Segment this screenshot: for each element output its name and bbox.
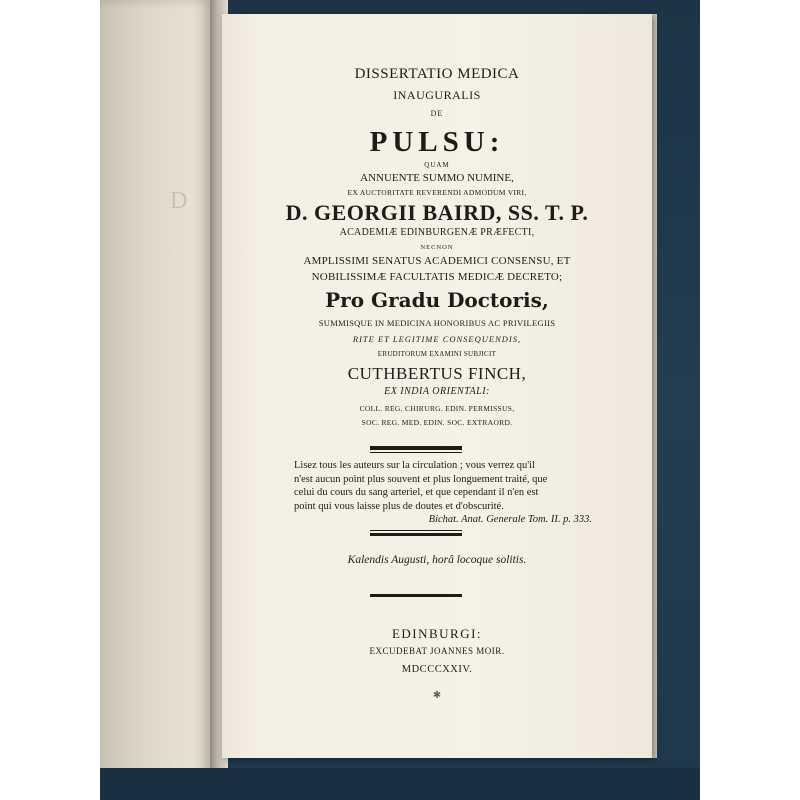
ex-india-line: EX INDIA ORIENTALI:	[384, 386, 490, 397]
left-page-ghost-text: D	[170, 188, 190, 214]
main-title: PULSU:	[369, 126, 505, 158]
printer-line: EXCUDEBAT JOANNES MOIR.	[369, 646, 505, 656]
year-line: MDCCCXXIV.	[401, 664, 473, 675]
dissertatio-line: DISSERTATIO MEDICA	[354, 66, 520, 82]
soc-line: SOC. REG. MED. EDIN. SOC. EXTRAORD.	[361, 418, 513, 427]
left-page	[100, 0, 212, 800]
epigraph-citation: Bichat. Anat. Generale Tom. II. p. 333.	[428, 514, 592, 525]
title-page	[222, 14, 652, 758]
de-line: DE	[430, 109, 444, 118]
rite-line: RITE ET LEGITIME CONSEQUENDIS,	[352, 334, 522, 344]
book-bottom-edge	[100, 768, 700, 800]
page-edge	[652, 14, 657, 758]
auctoritate-line: EX AUCTORITATE REVERENDI ADMODUM VIRI,	[347, 188, 527, 197]
necnon-line: NECNON	[420, 244, 454, 251]
baird-line: D. GEORGII BAIRD, SS. T. P.	[285, 200, 589, 225]
academiae-line: ACADEMIÆ EDINBURGENÆ PRÆFECTI,	[339, 227, 535, 238]
kalendis-line: Kalendis Augusti, horâ locoque solitis.	[347, 554, 527, 566]
author-line: CUTHBERTUS FINCH,	[347, 364, 527, 383]
epigraph	[294, 459, 584, 513]
amplissimi-line: AMPLISSIMI SENATUS ACADEMICI CONSENSU, ET	[303, 255, 571, 267]
nobilissimae-line: NOBILISSIMÆ FACULTATIS MEDICÆ DECRETO;	[311, 271, 563, 283]
epigraph-line: point qui vous laisse plus de doutes et d'obscurité.	[294, 500, 504, 512]
city-line: EDINBURGI:	[391, 626, 483, 641]
ornament-mark: ✱	[432, 690, 442, 701]
epigraph-line: celui du cours du sang arteriel, et que cependant il n'en est	[294, 487, 539, 498]
eruditorum-line: ERUDITORUM EXAMINI SUBJICIT	[377, 350, 497, 358]
annuente-line: ANNUENTE SUMMO NUMINE,	[360, 172, 514, 184]
double-rule-bottom	[370, 533, 462, 536]
divider-rule	[370, 594, 462, 597]
epigraph-line: Lisez tous les auteurs sur la circulation ; vous verrez qu'il	[294, 460, 535, 471]
coll-line: COLL. REG. CHIRURG. EDIN. PERMISSUS,	[359, 404, 515, 413]
quam-line: QUAM	[424, 161, 450, 169]
double-rule-top	[370, 446, 462, 450]
epigraph-line: n'est aucun point plus souvent et plus longuement traité, que	[294, 473, 548, 485]
double-rule-top-thin	[370, 452, 462, 453]
double-rule-bottom-thin	[370, 530, 462, 531]
summisque-line: SUMMISQUE IN MEDICINA HONORIBUS AC PRIVILEGIIS	[318, 318, 556, 328]
pro-gradu-line: Pro Gradu Doctoris,	[325, 288, 549, 312]
inauguralis-line: INAUGURALIS	[393, 88, 481, 102]
